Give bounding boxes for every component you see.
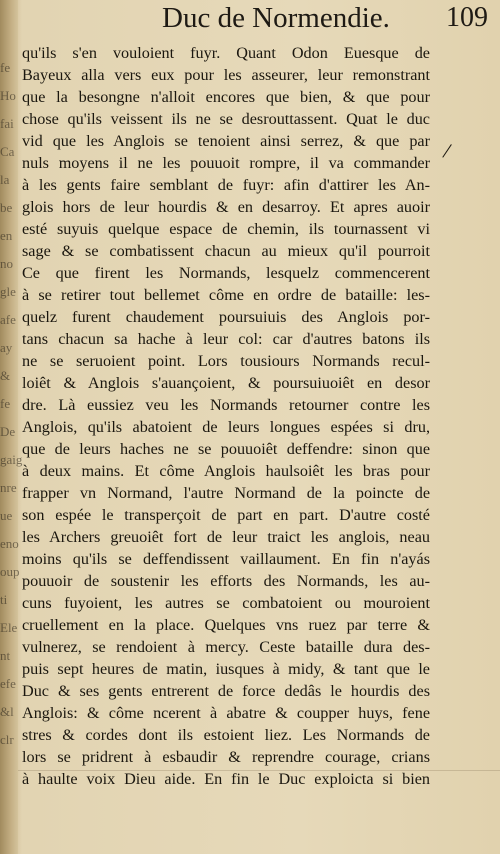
bleed-fragment: ue bbox=[0, 508, 13, 523]
text-line: Anglois, qu'ils abatoient de leurs longues espées si dru, bbox=[22, 418, 430, 436]
text-line: ne se seruoient point. Lors tousiours Normands recul- bbox=[22, 352, 430, 370]
text-line: esté suyuis quelque espace de chemin, ils tournassent vi bbox=[22, 220, 430, 238]
text-line: sage & se combatissent chacun au mieux qu'il pourroit bbox=[22, 242, 430, 260]
page-header bbox=[20, 2, 500, 40]
bleed-fragment: fe bbox=[0, 396, 11, 411]
bleed-fragment: ay bbox=[0, 340, 13, 355]
text-line: à les gents faire semblant de fuyr: afin d'attirer les An- bbox=[22, 176, 430, 194]
text-line: que la besongne n'alloit encores que bien, & que pour bbox=[22, 88, 430, 106]
margin-mark: / bbox=[440, 137, 454, 164]
bleed-fragment: afe bbox=[0, 312, 16, 327]
facing-page-bleed bbox=[0, 60, 23, 780]
bleed-fragment: &l bbox=[0, 704, 14, 719]
text-line: à deux mains. Et côme Anglois haulsoiêt les bras pour bbox=[22, 462, 430, 480]
bleed-fragment: ti bbox=[0, 592, 8, 607]
text-line: les Archers greuoiêt fort de leur traict les anglois, neau bbox=[22, 528, 430, 546]
bleed-fragment: De bbox=[0, 424, 16, 439]
text-line: dre. Là eussiez veu les Normands retourner contre les bbox=[22, 396, 430, 414]
text-line: Ce que firent les Normands, lesquelz commencerent bbox=[22, 264, 430, 282]
bleed-fragment: nt bbox=[0, 648, 11, 663]
page-bottom-edge bbox=[18, 770, 500, 771]
text-line: moins qu'ils se deffendissent vaillaument. En fin n'ayás bbox=[22, 550, 430, 568]
bleed-fragment: nre bbox=[0, 480, 17, 495]
text-line: frapper vn Normand, l'autre Normand de la poincte de bbox=[22, 484, 430, 502]
text-line: cuns fuyoient, les autres se combatoient ou mouroient bbox=[22, 594, 430, 612]
text-line: que de leurs haches ne se pouuoiêt deffendre: sinon que bbox=[22, 440, 430, 458]
text-line: chose qu'ils veissent ils ne se desrouttassent. Quat le duc bbox=[22, 110, 430, 128]
text-line: quelz furent chaudement poursuiuis des Anglois por- bbox=[22, 308, 430, 326]
bleed-fragment: en bbox=[0, 228, 13, 243]
bleed-fragment: be bbox=[0, 200, 13, 215]
bleed-fragment: oup bbox=[0, 564, 20, 579]
text-line: qu'ils s'en vouloient fuyr. Quant Odon Euesque de bbox=[22, 44, 430, 62]
text-line: tans chacun sa hache à leur col: car d'autres batons ils bbox=[22, 330, 430, 348]
bleed-fragment: & bbox=[0, 368, 11, 383]
text-line: Bayeux alla vers eux pour les asseurer, leur remonstrant bbox=[22, 66, 430, 84]
text-line: lors se pridrent à esbaudir & reprendre courage, crians bbox=[22, 748, 430, 766]
text-line: à se retirer tout bellemet côme en ordre de bataille: les- bbox=[22, 286, 430, 304]
text-line: vulnerez, se rendoient à mercy. Ceste bataille dura des- bbox=[22, 638, 430, 656]
body-text bbox=[22, 42, 430, 790]
text-line: son espée le transperçoit de part en part. D'autre costé bbox=[22, 506, 430, 524]
text-line: Anglois: & côme ncerent à abatre & coupper huys, fene bbox=[22, 704, 430, 722]
page-number: 109 bbox=[446, 2, 488, 33]
text-line: stres & cordes dont ils estoient liez. Les Normands de bbox=[22, 726, 430, 744]
text-line: nuls moyens il ne les pouuoit rompre, il va commander bbox=[22, 154, 430, 172]
text-line: pouuoir de soustenir les efforts des Normands, les au- bbox=[22, 572, 430, 590]
bleed-fragment: Ele bbox=[0, 620, 18, 635]
text-line: cruellement en la place. Quelques vns ruez par terre & bbox=[22, 616, 430, 634]
bleed-fragment: gle bbox=[0, 284, 16, 299]
bleed-fragment: clr bbox=[0, 732, 14, 747]
text-line: vid que les Anglois se tenoient ainsi serrez, & que par bbox=[22, 132, 430, 150]
text-line: glois hors de leur hourdis & en desarroy. Et apres auoir bbox=[22, 198, 430, 216]
text-line: loiêt & Anglois s'auançoient, & poursuiuoiêt en desor bbox=[22, 374, 430, 392]
bleed-fragment: fai bbox=[0, 116, 14, 131]
bleed-fragment: Ho bbox=[0, 88, 16, 103]
bleed-fragment: no bbox=[0, 256, 13, 271]
text-line: Duc & ses gents entrerent de force dedâs le hourdis des bbox=[22, 682, 430, 700]
bleed-fragment: gaig bbox=[0, 452, 23, 467]
running-title: Duc de Normendie. bbox=[162, 2, 390, 34]
bleed-fragment: fe bbox=[0, 60, 11, 75]
bleed-fragment: eno bbox=[0, 536, 19, 551]
bleed-fragment: Ca bbox=[0, 144, 15, 159]
bleed-fragment: la bbox=[0, 172, 10, 187]
text-line: à haulte voix Dieu aide. En fin le Duc exploicta si bien bbox=[22, 770, 430, 788]
text-line: puis sept heures de matin, iusques à midy, & tant que le bbox=[22, 660, 430, 678]
bleed-fragment: efe bbox=[0, 676, 16, 691]
